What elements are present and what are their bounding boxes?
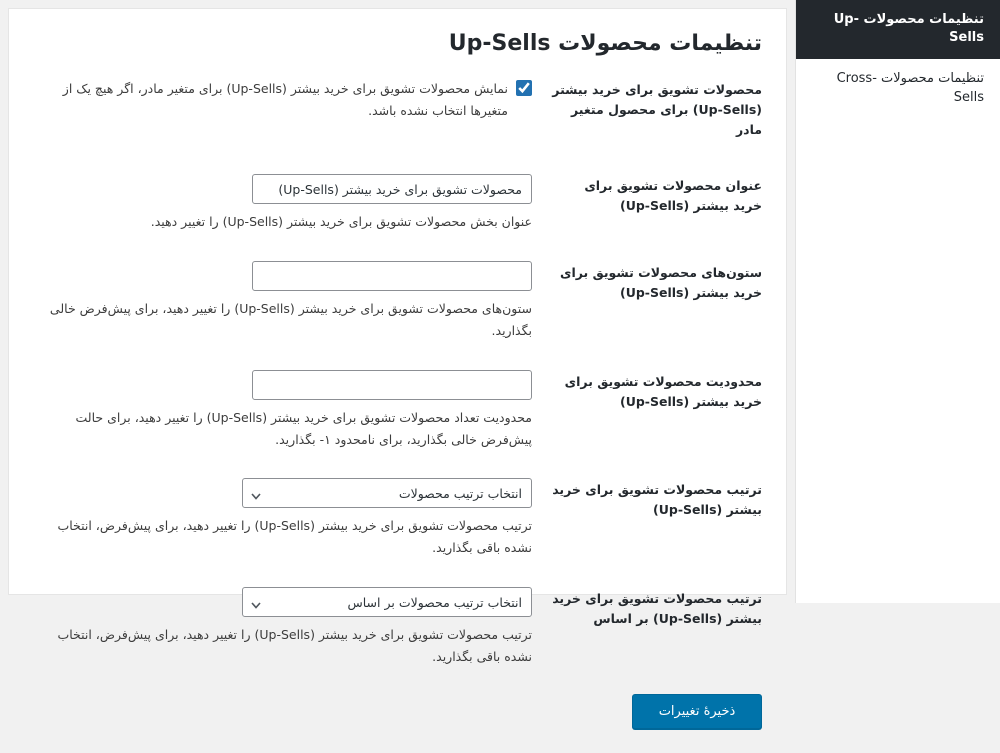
show-parent-upsells-checkbox[interactable]: [516, 80, 532, 96]
upsells-limit-input[interactable]: [252, 370, 532, 400]
submit-row: [9, 680, 786, 753]
field-label: محدودیت محصولات تشویق برای خرید بیشتر (Up-Sells): [564, 373, 762, 409]
field-control: [9, 462, 542, 571]
table-row: [9, 62, 786, 158]
table-row: [9, 354, 786, 463]
field-description: ترتیب محصولات تشویق برای خرید بیشتر (Up-Sells) را تغییر دهید، برای پیش‌فرض، انتخاب نشده باقی بگذارید.: [57, 518, 532, 556]
table-row: [9, 462, 786, 571]
field-label: ستون‌های محصولات تشویق برای خرید بیشتر (Up-Sells): [560, 264, 762, 300]
field-control: [9, 62, 542, 158]
settings-form-table: [9, 62, 786, 680]
page-title: تنظیمات محصولات Up-Sells: [448, 31, 762, 56]
checkbox-label: نمایش محصولات تشویق برای خرید بیشتر (Up-Sells) برای متغیر مادر، اگر هیچ یک از متغیرها انتخاب نشده باشد.: [62, 81, 508, 118]
settings-tab-strip: [795, 0, 1000, 603]
field-control: [9, 571, 542, 680]
field-description: عنوان بخش محصولات تشویق برای خرید بیشتر (Up-Sells) را تغییر دهید.: [150, 214, 532, 229]
save-changes-button[interactable]: ذخیرهٔ تغییرات: [632, 694, 762, 729]
field-description: محدودیت تعداد محصولات تشویق برای خرید بیشتر (Up-Sells) را تغییر دهید، برای حالت پیش‌فرض خالی بگذارید، برای نامحدود ۱- بگذارید.: [75, 409, 532, 447]
table-row: [9, 571, 786, 680]
field-control: [9, 245, 542, 354]
upsells-title-input[interactable]: [252, 174, 532, 204]
field-description: ترتیب محصولات تشویق برای خرید بیشتر (Up-Sells) را تغییر دهید، برای پیش‌فرض، انتخاب نشده باقی بگذارید.: [57, 627, 532, 664]
table-row: [9, 245, 786, 354]
tab-crosssells[interactable]: [796, 59, 1000, 118]
tab-crosssells-label: تنظیمات محصولات Cross-Sells: [836, 71, 984, 105]
tab-upsells[interactable]: [796, 0, 1000, 59]
field-control: [9, 158, 542, 245]
field-label: ترتیب محصولات تشویق برای خرید بیشتر (Up-Sells) بر اساس: [552, 591, 762, 627]
field-description: ستون‌های محصولات تشویق برای خرید بیشتر (Up-Sells) را تغییر دهید، برای پیش‌فرض خالی بگذارید.: [49, 300, 532, 338]
field-label: عنوان محصولات تشویق برای خرید بیشتر (Up-Sells): [584, 178, 762, 213]
upsells-order-select[interactable]: [242, 478, 532, 508]
field-label: ترتیب محصولات تشویق برای خرید بیشتر (Up-Sells): [552, 482, 762, 518]
table-row: [9, 158, 786, 245]
upsells-orderby-select[interactable]: [242, 587, 532, 617]
tab-upsells-label: تنظیمات محصولات Up-Sells: [833, 12, 984, 46]
field-label: محصولات تشویق برای خرید بیشتر (Up-Sells) برای محصول متغیر مادر: [552, 82, 762, 137]
settings-panel: [8, 8, 787, 719]
upsells-columns-input[interactable]: [252, 261, 532, 291]
field-control: [9, 354, 542, 463]
